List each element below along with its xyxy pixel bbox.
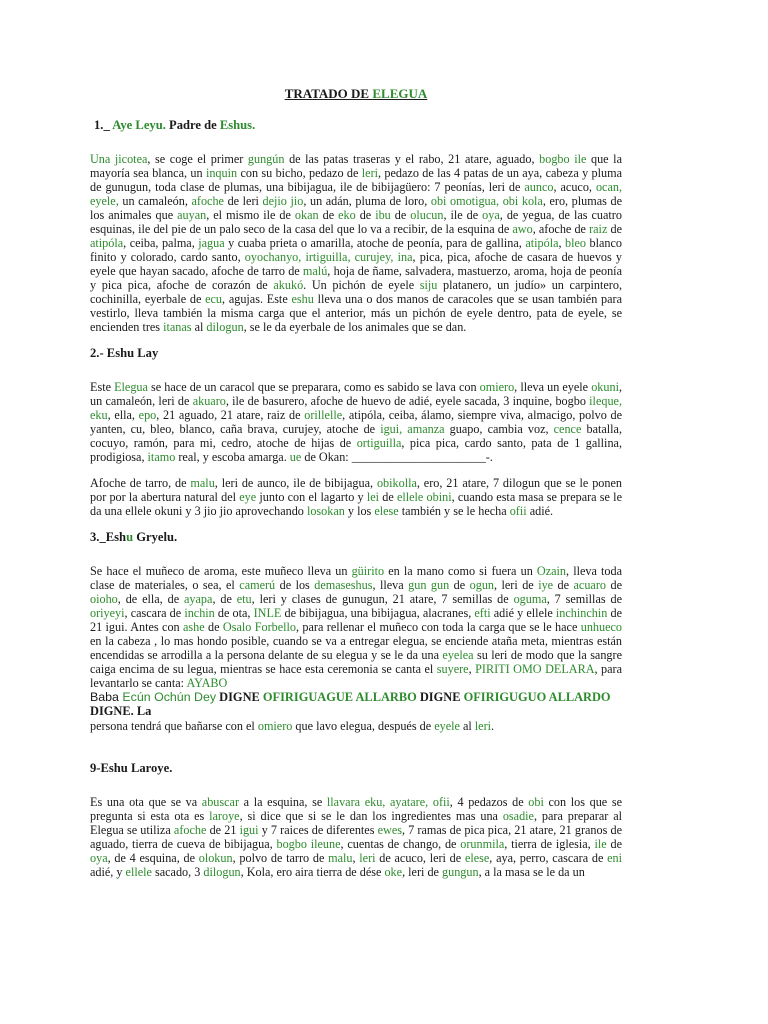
text-run: , afoche de — [532, 222, 590, 236]
text-run: se hace de un caracol que se preparara, como es sabido se lava con — [151, 380, 480, 394]
highlighted-term: okuni — [591, 380, 619, 394]
highlighted-term: dilogun — [203, 865, 241, 879]
highlighted-term: iye — [538, 578, 558, 592]
highlighted-term: itamo — [147, 450, 179, 464]
text-run: , 21 aguado, 21 atare, raiz de — [156, 408, 305, 422]
highlighted-term: ayapa — [184, 592, 213, 606]
text-run: Se hace el muñeco de aroma, este muñeco lleva un — [90, 564, 352, 578]
highlighted-term: oriyeyi — [90, 606, 125, 620]
highlighted-term: jagua — [198, 236, 229, 250]
text-run: , pedazo de las 4 patas de un aya, cabeza y pluma de gunugun, toda clase de plumas, una bibijagua, ile de bibijagüero: 7 peonías, leri de — [90, 166, 622, 194]
highlighted-term: elese — [464, 851, 490, 865]
text-run: , pica, pica, afoche de casara de huevos y eyele que hayan sacado, afoche de tarro de — [90, 250, 623, 278]
text-run: , polvo de tarro de — [232, 851, 329, 865]
text-run: de 21 — [209, 823, 240, 837]
highlighted-term: abuscar — [201, 795, 244, 809]
text-run: que lavo elegua, después de — [295, 719, 435, 733]
highlighted-term: PIRITI OMO DELARA — [475, 662, 595, 676]
highlighted-term: demaseshus — [314, 578, 373, 592]
highlighted-term: INLE — [253, 606, 285, 620]
highlighted-term: ile — [594, 837, 611, 851]
text-run: platanero, un judío» un carpintero, cochinilla, eyerbale de — [90, 278, 622, 306]
highlighted-term: afoche — [173, 823, 210, 837]
text-run: y cuaba prieta o amarilla, atoche de peonía, para de gallina, — [228, 236, 526, 250]
text-run: , — [468, 662, 476, 676]
highlighted-term: ocan, eyele, — [90, 180, 622, 208]
section-1-paragraph — [90, 152, 622, 334]
highlighted-term: Elegua — [114, 380, 152, 394]
highlighted-term: gun gun — [408, 578, 454, 592]
text-run: , aya, perro, cascara de — [489, 851, 608, 865]
highlighted-term: oguma — [513, 592, 547, 606]
highlighted-term: eyele — [434, 719, 463, 733]
text-run: de acuco, leri de — [379, 851, 465, 865]
text-run: que la mayoría sea blanca, un — [90, 152, 622, 180]
text-run: al — [194, 320, 207, 334]
text-run: de — [208, 620, 223, 634]
text-run: de — [610, 222, 622, 236]
highlighted-term: oke — [384, 865, 403, 879]
highlighted-term: leri — [359, 851, 380, 865]
text-run: Este — [90, 380, 115, 394]
document-title: TRATADO DE ELEGUA — [284, 86, 428, 101]
text-run: , para rellenar el muñeco con toda la carga que se le hace — [296, 620, 581, 634]
text-run: , se le da eyerbale de los animales que se dan. — [243, 320, 467, 334]
highlighted-term: gungun — [442, 865, 479, 879]
section-heading-2: 2.- Eshu Lay — [90, 346, 159, 360]
text-run: real, y escoba amarga. — [178, 450, 290, 464]
text-run: y los — [347, 504, 375, 518]
section-2-paragraph-1 — [90, 380, 622, 464]
text-run: , un camaleón, leri de — [90, 380, 623, 408]
text-run: , ceiba, palma, — [123, 236, 199, 250]
text-run: , cuando esta masa se prepara se le da una ellele okuni y 3 jio jio aprovechando — [90, 490, 622, 518]
text-run: de — [610, 837, 622, 851]
text-run: también y se le hecha — [401, 504, 510, 518]
highlighted-term: obikolla — [376, 476, 417, 490]
highlighted-term: igui — [239, 823, 262, 837]
text-run: , atipóla, ceiba, álamo, siempre viva, almacigo, polvo de yanten, cu, bleo, blanco, caña brava, curujey, atoche de — [90, 408, 623, 436]
highlighted-term: omiero — [257, 719, 296, 733]
text-run: junto con el lagarto y — [259, 490, 367, 504]
highlighted-term: eko — [338, 208, 360, 222]
text-run: en la mano como si fuera un — [388, 564, 537, 578]
text-run: , se coge el primer — [147, 152, 248, 166]
text-run: , de — [212, 592, 237, 606]
highlighted-term: bogbo ileune — [276, 837, 341, 851]
highlighted-term: leri — [361, 166, 379, 180]
section-heading-3: 3._Eshu Gryelu. — [90, 530, 178, 544]
highlighted-term: osadie — [502, 809, 534, 823]
text-run: adié y ellele — [493, 606, 556, 620]
text-run: , de ella, de — [117, 592, 185, 606]
highlighted-term: lei — [366, 490, 383, 504]
text-run: , 7 ramas de pica pica, 21 atare, 21 granos de aguado, tierra de cueva de bibijagua, — [90, 823, 622, 851]
text-run: de leri — [227, 194, 263, 208]
text-run: Afoche de tarro, de — [90, 476, 191, 490]
highlighted-term: ofii — [509, 504, 530, 518]
highlighted-term: laroye — [209, 809, 240, 823]
text-run: de — [382, 490, 397, 504]
highlighted-term: bleo — [565, 236, 590, 250]
highlighted-term: oyochanyo, irtiguilla, curujey, ina — [244, 250, 413, 264]
highlighted-term: inchinchin — [555, 606, 611, 620]
text-run: , leri de — [494, 578, 539, 592]
text-run: de — [322, 208, 339, 222]
text-run: de las patas traseras y el rabo, 21 atare, aguado, — [289, 152, 540, 166]
highlighted-term: ogun — [469, 578, 494, 592]
highlighted-term: atipóla — [525, 236, 559, 250]
highlighted-term: AYABO — [186, 676, 228, 690]
text-run: , 4 pedazos de — [449, 795, 529, 809]
text-run: , lleva un eyele — [514, 380, 592, 394]
text-run: con su bicho, pedazo de — [240, 166, 362, 180]
text-run: , si dice que si se le dan los ingredientes mas una — [239, 809, 503, 823]
text-run: de ota, — [217, 606, 254, 620]
highlighted-term: Una jicotea — [90, 152, 148, 166]
text-run: de los — [279, 578, 315, 592]
text-run: , acuco, — [553, 180, 596, 194]
section-3-chant: Baba Ecún Ochún Dey DIGNE OFIRIGUAGUE ALLARBO DIGNE OFIRIGUGUO ALLARDO DIGNE. La — [90, 690, 611, 718]
highlighted-term: oya — [90, 851, 108, 865]
section-4-paragraph — [90, 795, 622, 879]
highlighted-term: afoche — [191, 194, 228, 208]
text-run: de 21 igui. Antes con — [90, 606, 622, 634]
text-run: , un adán, pluma de loro, — [303, 194, 431, 208]
highlighted-term: igui, amanza — [380, 422, 450, 436]
highlighted-term: itanas — [163, 320, 195, 334]
text-run: al — [462, 719, 475, 733]
highlighted-term: Ozain — [536, 564, 567, 578]
highlighted-term: güirito — [351, 564, 389, 578]
text-run: , tierra de iglesia, — [504, 837, 595, 851]
text-run: , ella, — [107, 408, 139, 422]
text-run: adié, y — [90, 865, 126, 879]
highlighted-term: malu — [190, 476, 215, 490]
highlighted-term: epo — [138, 408, 157, 422]
text-run: , ero, 21 atare, 7 dilogun que se le ponen por por la abertura natural del — [90, 476, 622, 504]
text-run: , ile de — [443, 208, 483, 222]
text-run: de — [610, 578, 622, 592]
text-run: , para preparar al Elegua se utiliza — [90, 809, 622, 837]
text-run: a la esquina, se — [243, 795, 327, 809]
text-run: de bibijagua, una bibijagua, alacranes, — [284, 606, 475, 620]
highlighted-term: cence — [553, 422, 587, 436]
highlighted-term: ecu — [205, 292, 223, 306]
text-run: , leri y clases de gunugun, 21 atare, 7 semillas de — [251, 592, 514, 606]
text-run: batalla, cocuyo, ramón, para mi, cedro, atoche de hijas de — [90, 422, 623, 450]
text-run: , leri de aunco, ile de bibijagua, — [214, 476, 377, 490]
highlighted-term: Osalo Forbello — [222, 620, 297, 634]
highlighted-term: okan — [294, 208, 323, 222]
text-run: , de 4 esquina, de — [107, 851, 199, 865]
text-run: , 7 semillas de — [546, 592, 622, 606]
text-run: , leri de — [402, 865, 442, 879]
text-run: con los que se pregunta si esta ota es — [90, 795, 622, 823]
highlighted-term: orillelle — [304, 408, 343, 422]
text-run: blanco finito y colorado, cardo santo, — [90, 236, 622, 264]
text-run: , el mismo ile de — [206, 208, 295, 222]
highlighted-term: akukó — [273, 278, 304, 292]
text-run: , ile de basurero, afoche de huevo de adié, eyele sacada, 3 inquine, bogbo — [225, 394, 590, 408]
text-run: de — [453, 578, 470, 592]
highlighted-term: camerú — [239, 578, 280, 592]
text-run: , agujas. Este — [222, 292, 292, 306]
highlighted-term: aunco — [524, 180, 554, 194]
text-run: , cuentas de chango, de — [340, 837, 461, 851]
highlighted-term: siju — [419, 278, 444, 292]
highlighted-term: ewes — [377, 823, 402, 837]
highlighted-term: dejio jio — [262, 194, 304, 208]
highlighted-term: losokan — [306, 504, 348, 518]
highlighted-term: atipóla — [90, 236, 124, 250]
text-run: . — [491, 719, 495, 733]
highlighted-term: bogbo ile — [539, 152, 591, 166]
highlighted-term: dilogun — [206, 320, 244, 334]
title-highlight: ELEGUA — [372, 86, 428, 101]
highlighted-term: ellele obini — [396, 490, 452, 504]
highlighted-term: oya — [482, 208, 500, 222]
highlighted-term: obi — [528, 795, 549, 809]
text-run: , a la masa se le da un — [478, 865, 585, 879]
highlighted-term: eyelea — [442, 648, 477, 662]
text-run: , — [558, 236, 566, 250]
highlighted-term: malu — [328, 851, 353, 865]
highlighted-term: oioho — [90, 592, 118, 606]
text-run: Es una ota que se va — [90, 795, 202, 809]
highlighted-term: ileque, eku — [90, 394, 622, 422]
highlighted-term: inchin — [184, 606, 218, 620]
highlighted-term: efti — [474, 606, 494, 620]
text-run: , de yegua, de las cuatro esquinas, ile del pie de un palo seco de la casa del que lo va a recibir, de la esquina de — [90, 208, 622, 236]
highlighted-term: awo — [512, 222, 533, 236]
section-heading-1: 1._ Aye Leyu. Padre de Eshus. — [94, 118, 256, 132]
text-run: , Kola, ero aira tierra de dése — [240, 865, 385, 879]
section-heading-4: 9-Eshu Laroye. — [90, 761, 173, 775]
text-run: sacado, 3 — [154, 865, 204, 879]
highlighted-term: leri — [474, 719, 492, 733]
text-run: lleva una o dos manos de caracoles que se usan también para vestirlo, lleva también la misma carga que el anterior, más un pichón de eyele dentro, pata de eyele, se encienden tres — [90, 292, 623, 334]
highlighted-term: eni — [607, 851, 622, 865]
document-body — [90, 86, 622, 891]
text-run: persona tendrá que bañarse con el — [90, 719, 258, 733]
highlighted-term: etu — [236, 592, 252, 606]
highlighted-term: olokun — [198, 851, 233, 865]
text-run: , hoja de ñame, salvadera, mastuerzo, aroma, hoja de peonía y pica pica, afoche de corazón de — [90, 264, 622, 292]
section-2-paragraph-2 — [90, 476, 622, 518]
highlighted-term: ashe — [183, 620, 209, 634]
highlighted-term: unhueco — [580, 620, 623, 634]
highlighted-term: inquin — [205, 166, 241, 180]
text-run: , lleva toda clase de materiales, o sea, el — [90, 564, 623, 592]
highlighted-term: acuaro — [573, 578, 611, 592]
section-3-closing — [90, 719, 622, 733]
highlighted-term: gungún — [247, 152, 290, 166]
text-run: , pica pica, cardo santo, pata de 1 gallina, prodigiosa, — [90, 436, 622, 464]
highlighted-term: auyan — [177, 208, 207, 222]
text-run: un camaleón, — [122, 194, 192, 208]
highlighted-term: orunmila — [460, 837, 505, 851]
highlighted-term: suyere — [436, 662, 469, 676]
highlighted-term: olucun — [410, 208, 444, 222]
text-run: , lleva — [372, 578, 409, 592]
text-run: de — [394, 208, 411, 222]
highlighted-term: omiero — [479, 380, 515, 394]
highlighted-term: eshu — [291, 292, 318, 306]
text-run: su leri de modo que la sangre caiga encima de su legua, mientras se hace esta ceremonia se canta el — [90, 648, 622, 676]
highlighted-term: malú — [302, 264, 328, 278]
text-run: adié. — [529, 504, 554, 518]
highlighted-term: eye — [239, 490, 260, 504]
text-run: de — [359, 208, 376, 222]
highlighted-term: akuaro — [192, 394, 226, 408]
text-run: guapo, cambia voz, — [449, 422, 554, 436]
text-run: , para levantarlo se canta: — [90, 662, 623, 690]
text-run: . Un pichón de eyele — [303, 278, 420, 292]
highlighted-term: obi omotigua, obi kola — [430, 194, 543, 208]
highlighted-term: ue — [289, 450, 305, 464]
text-run: , — [352, 851, 360, 865]
text-run: en la cabeza , lo mas hondo posible, cuando se va a entregar elegua, se enciende ataña meta, mientras están encendidas se arrodilla a la persona delante de su elegua y se le da una — [90, 634, 622, 662]
text-run: de — [557, 578, 574, 592]
section-3-paragraph — [90, 564, 622, 690]
highlighted-term: llavara eku, ayatare, ofii — [326, 795, 450, 809]
text-run: , cascara de — [124, 606, 185, 620]
highlighted-term: ortiguilla — [356, 436, 402, 450]
text-run: de Okan: ______________________-. — [304, 450, 493, 464]
highlighted-term: ellele — [125, 865, 155, 879]
highlighted-term: ibu — [375, 208, 395, 222]
text-run: y 7 raices de diferentes — [261, 823, 378, 837]
highlighted-term: raiz — [589, 222, 611, 236]
highlighted-term: elese — [374, 504, 402, 518]
text-run: , ero, plumas de los animales que — [90, 194, 622, 222]
